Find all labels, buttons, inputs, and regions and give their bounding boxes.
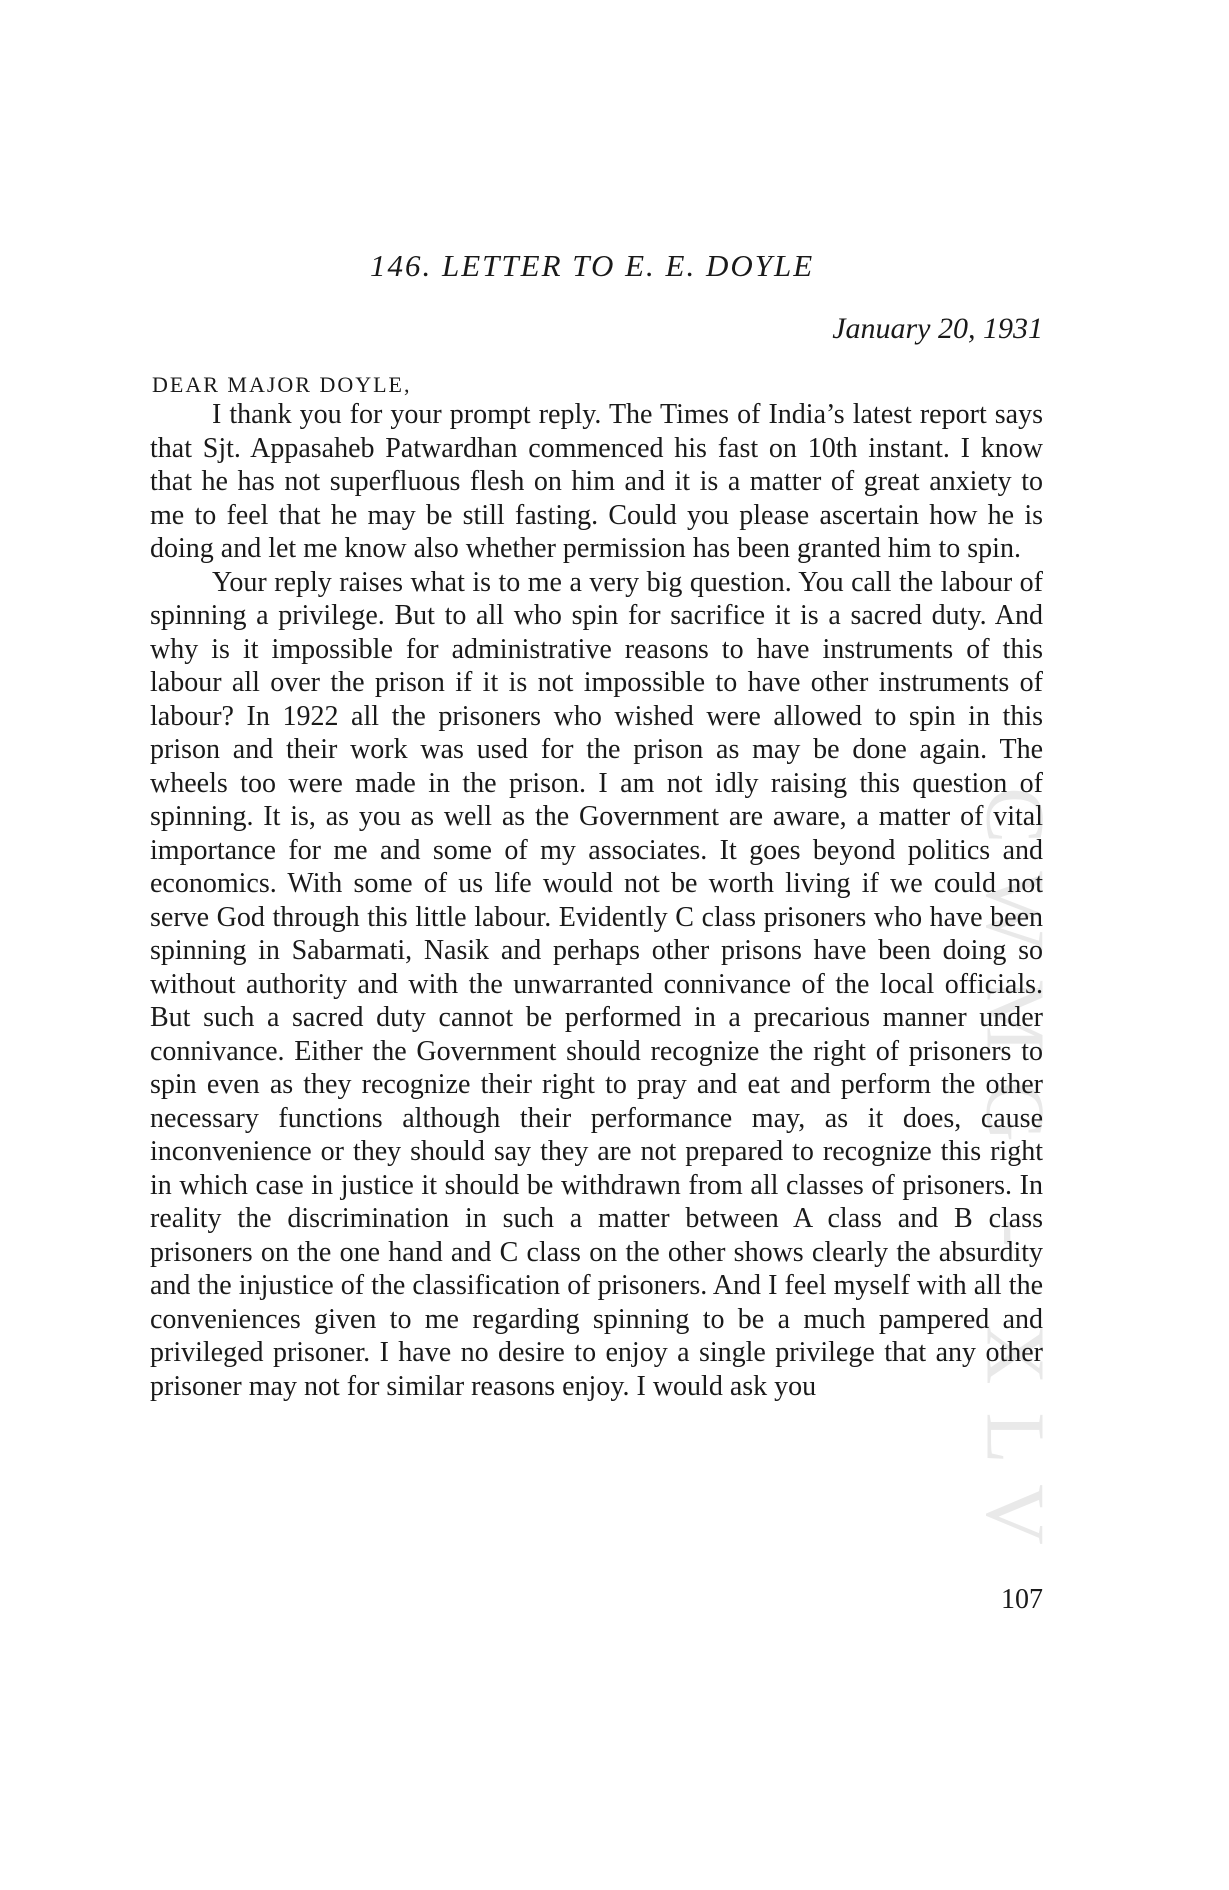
paragraph-2: Your reply raises what is to me a very big question. You call the labour of spinning a privilege. But to all who spin for sacrifice it is a sacred duty. And why is it impossible for administrative reasons to have instruments of this labour all over the prison if it is not impossible to have other instruments of labour? In 1922 all the prisoners who wished were allowed to spin in this prison and their work was used for the prison as may be done again. The wheels too were made in the prison. I am not idly raising this question of spinning. It is, as you as well as the Government are aware, a matter of vital importance for me and some of my associates. It goes beyond politics and economics. With some of us life would not be worth living if we could not serve God through this little labour. Evidently C class prisoners who have been spinning in Sabarmati, Nasik and perhaps other prisons have been doing so without authority and with the unwarranted connivance of the local officials. But such a sacred duty cannot be performed in a precarious manner under connivance. Either the Government should recognize the right of prisoners to spin even as they recognize their right to pray and eat and perform the other necessary functions although their performance may, as it does, cause inconvenience or they should say they are not prepared to recognize this right in which case in justice it should be withdrawn from all classes of prisoners. In reality the discrimination in such a matter between A class and B class prisoners on the one hand and C class on the other shows clearly the absurdity and the injustice of the classification of prisoners. And I feel myself with all the conveniences given to me regarding spinning to be a much pampered and privileged prisoner. I have no desire to enjoy a single privilege that any other prisoner may not for similar reasons enjoy. I would ask you: [150, 566, 1043, 1402]
letter-heading: 146. LETTER TO E. E. DOYLE: [370, 248, 815, 283]
salutation: DEAR MAJOR DOYLE,: [152, 372, 412, 397]
letter-date: January 20, 1931: [832, 312, 1043, 345]
paragraph-1: I thank you for your prompt reply. The Times of India’s latest report says that Sjt. Appasaheb Patwardhan commenced his fast on 10th instant. I know that he has not superfluous flesh on him and it is a matter of great anxiety to me to feel that he may be still fasting. Could you please ascertain how he is doing and let me know also whether permission has been granted him to spin.: [150, 399, 1043, 564]
watermark: CWMG - XLV: [968, 787, 1062, 1573]
letter-body: [150, 398, 1043, 1403]
page-number: 107: [1001, 1584, 1043, 1615]
